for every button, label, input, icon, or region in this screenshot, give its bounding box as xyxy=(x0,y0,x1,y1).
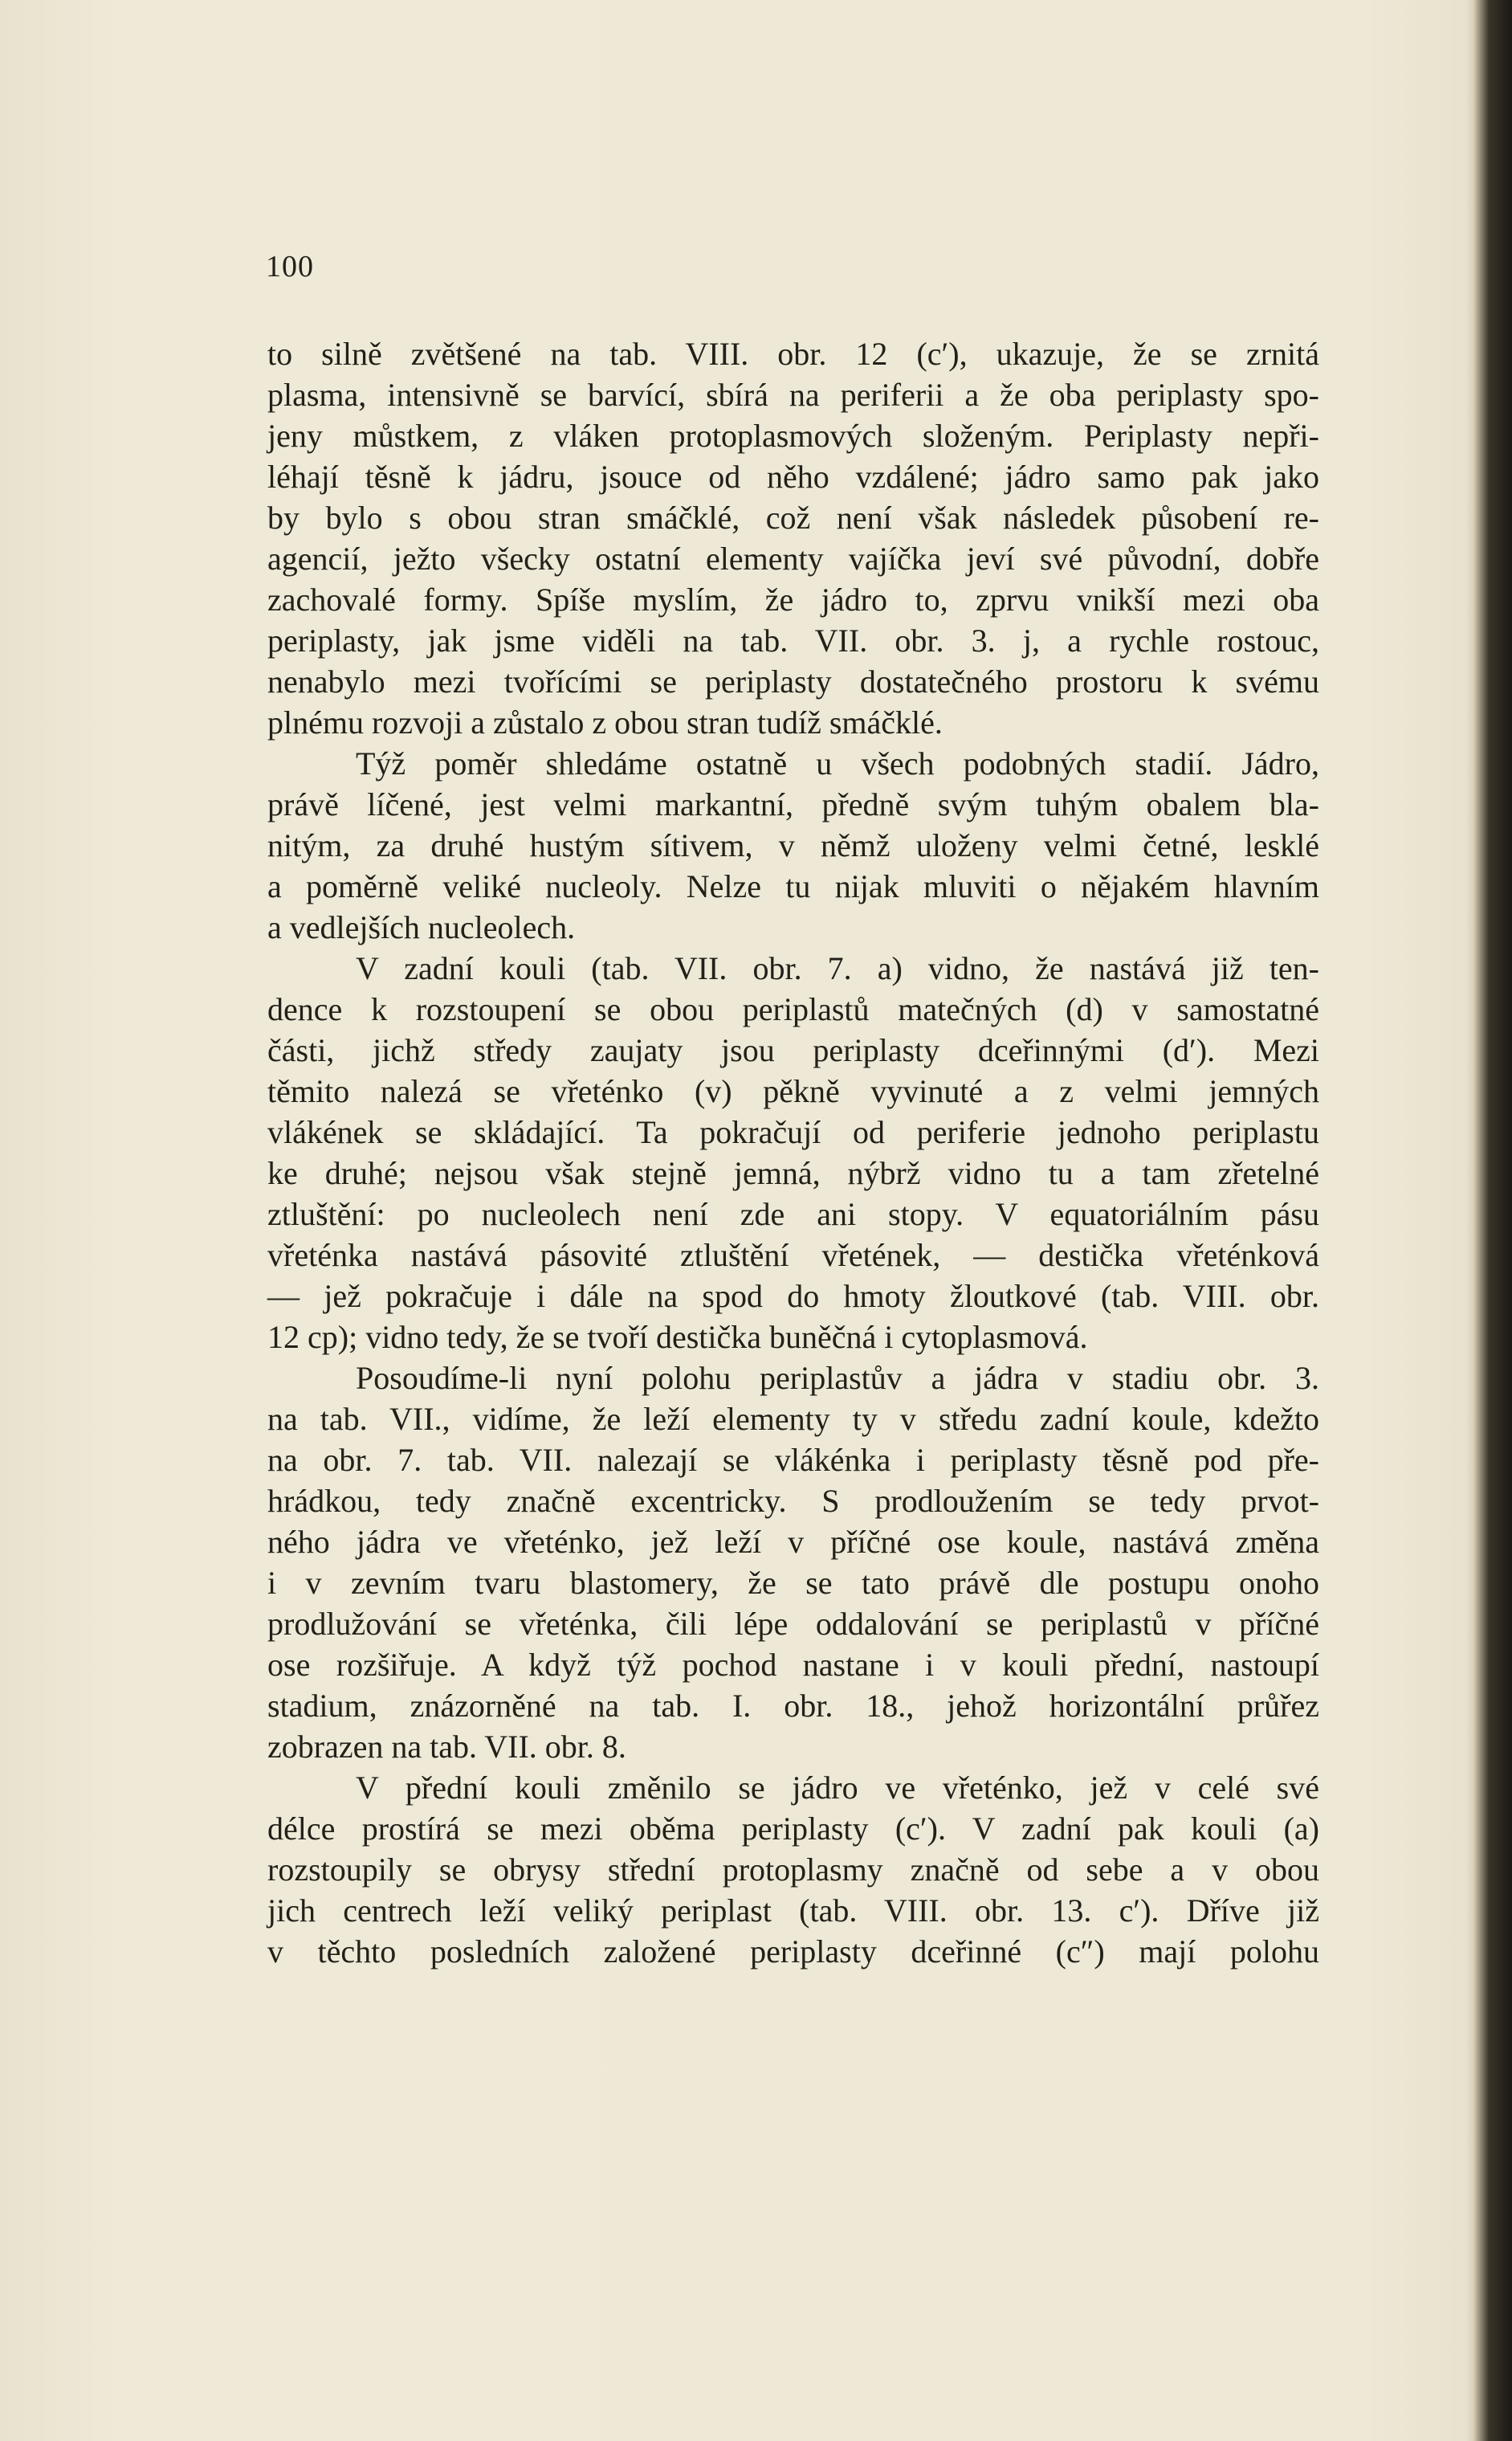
text-line: rozstoupily se obrysy střední protoplasmy značně od sebe a v obou xyxy=(267,1851,1319,1888)
page-binding-edge xyxy=(1473,0,1512,2441)
text-line: zachovalé formy. Spíše myslím, že jádro to, zprvu vnikší mezi oba xyxy=(267,582,1319,618)
text-line: léhají těsně k jádru, jsouce od něho vzdálené; jádro samo pak jako xyxy=(267,459,1319,495)
text-line: těmito nalezá se vřeténko (v) pěkně vyvinuté a z velmi jemných xyxy=(267,1073,1319,1109)
text-line: nenabylo mezi tvořícími se periplasty dostatečného prostoru k svému xyxy=(267,663,1319,700)
text-line: délce prostírá se mezi oběma periplasty (c′). V zadní pak kouli (a) xyxy=(267,1810,1319,1847)
page-number: 100 xyxy=(266,250,314,284)
text-line: 12 cp); vidno tedy, že se tvoří destička buněčná i cytoplasmová. xyxy=(267,1319,1088,1355)
text-line: dence k rozstoupení se obou periplastů matečných (d) v samostatné xyxy=(267,991,1319,1027)
text-line: jich centrech leží veliký periplast (tab. VIII. obr. 13. c′). Dříve již xyxy=(267,1892,1319,1929)
text-line: ose rozšiřuje. A když týž pochod nastane i v kouli přední, nastoupí xyxy=(267,1647,1319,1683)
text-line: V zadní kouli (tab. VII. obr. 7. a) vidno, že nastává již ten- xyxy=(356,950,1319,986)
text-line: hrádkou, tedy značně excentricky. S prodloužením se tedy prvot- xyxy=(267,1483,1319,1519)
text-line: to silně zvětšené na tab. VIII. obr. 12 (c′), ukazuje, že se zrnitá xyxy=(267,336,1319,372)
text-line: vřeténka nastává pásovité ztluštění vřetének, — destička vřeténková xyxy=(267,1237,1319,1273)
text-line: ztluštění: po nucleolech není zde ani stopy. V equatoriálním pásu xyxy=(267,1196,1319,1232)
text-line: V přední kouli změnilo se jádro ve vřeténko, jež v celé své xyxy=(356,1770,1319,1806)
text-line: nitým, za druhé hustým sítivem, v němž uloženy velmi četné, lesklé xyxy=(267,827,1319,863)
text-line: — jež pokračuje i dále na spod do hmoty žloutkové (tab. VIII. obr. xyxy=(267,1278,1319,1314)
text-line: plasma, intensivně se barvící, sbírá na periferii a že oba periplasty spo- xyxy=(267,377,1319,413)
text-line: a vedlejších nucleolech. xyxy=(267,909,576,945)
text-line: prodlužování se vřeténka, čili lépe oddalování se periplastů v příčné xyxy=(267,1606,1319,1642)
text-line: agencií, ježto všecky ostatní elementy vajíčka jeví své původní, dobře xyxy=(267,541,1319,577)
text-line: stadium, znázorněné na tab. I. obr. 18., jehož horizontální průřez xyxy=(267,1688,1319,1724)
text-line: v těchto posledních založené periplasty dceřinné (c″) mají polohu xyxy=(267,1933,1319,1970)
text-line: ke druhé; nejsou však stejně jemná, nýbrž vidno tu a tam zřetelné xyxy=(267,1155,1319,1191)
text-line: plnému rozvoji a zůstalo z obou stran tudíž smáčklé. xyxy=(267,704,943,741)
text-line: Týž poměr shledáme ostatně u všech podobných stadií. Jádro, xyxy=(356,745,1319,782)
text-line: i v zevním tvaru blastomery, že se tato právě dle postupu onoho xyxy=(267,1565,1319,1601)
text-line: by bylo s obou stran smáčklé, což není však následek působení re- xyxy=(267,500,1319,536)
text-line: periplasty, jak jsme viděli na tab. VII. obr. 3. j, a rychle rostouc, xyxy=(267,622,1319,659)
text-line: a poměrně veliké nucleoly. Nelze tu nijak mluviti o nějakém hlavním xyxy=(267,868,1319,904)
body-text xyxy=(267,333,1319,1972)
text-line: na tab. VII., vidíme, že leží elementy ty v středu zadní koule, kdežto xyxy=(267,1401,1319,1437)
text-line: vlákének se skládající. Ta pokračují od periferie jednoho periplastu xyxy=(267,1114,1319,1150)
text-line: Posoudíme-li nyní polohu periplastův a jádra v stadiu obr. 3. xyxy=(356,1360,1319,1396)
text-line: zobrazen na tab. VII. obr. 8. xyxy=(267,1729,626,1765)
text-line: na obr. 7. tab. VII. nalezají se vlákénka i periplasty těsně pod pře- xyxy=(267,1442,1319,1478)
text-line: právě líčené, jest velmi markantní, předně svým tuhým obalem bla- xyxy=(267,786,1319,823)
text-line: ného jádra ve vřeténko, jež leží v příčné ose koule, nastává změna xyxy=(267,1524,1319,1560)
text-line: jeny můstkem, z vláken protoplasmových složeným. Periplasty nepři- xyxy=(267,418,1319,454)
text-line: části, jichž středy zaujaty jsou periplasty dceřinnými (d′). Mezi xyxy=(267,1032,1319,1068)
